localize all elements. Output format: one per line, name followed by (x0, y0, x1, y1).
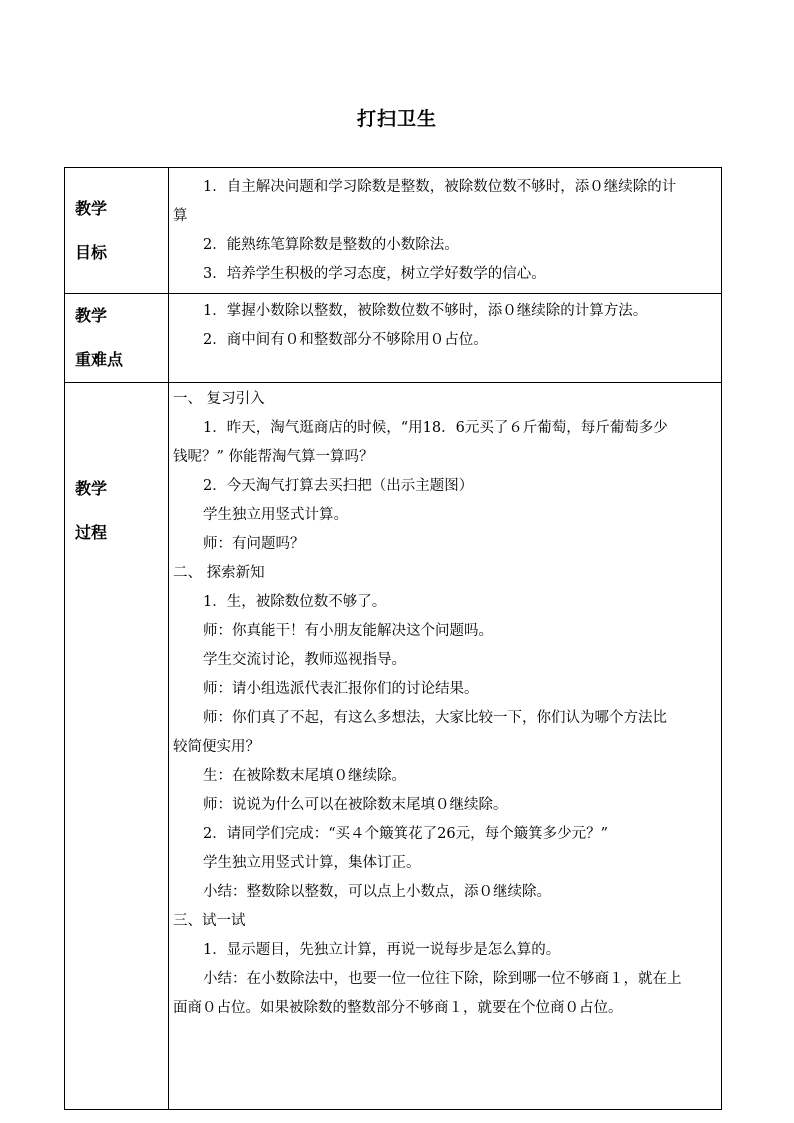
objectives-line-4: 3．培养学生积极的学习态度，树立学好数学的信心。 (203, 266, 546, 282)
objectives-line-3: 2．能熟练笔算除数是整数的小数除法。 (203, 237, 459, 253)
objectives-label-line-2: 目标 (75, 242, 108, 262)
process-line: 师：有问题吗？ (203, 536, 305, 552)
process-row (65, 383, 722, 1110)
process-label-cell (65, 383, 169, 1110)
section-heading-review: 一、 复习引入 (173, 391, 265, 407)
process-line: 1．昨天，淘气逛商店的时候，“用18．6元买了６斤葡萄，每斤葡萄多少 (203, 420, 668, 436)
process-line: 小结：整数除以整数，可以点上小数点，添０继续除。 (203, 884, 551, 900)
document-title: 打扫卫生 (356, 108, 437, 130)
process-line: 较简便实用？ (173, 739, 260, 755)
key-points-row (65, 294, 722, 383)
process-content-cell (169, 383, 722, 1110)
process-line: 学生独立用竖式计算。 (203, 507, 348, 523)
objectives-label-line-1: 教学 (75, 198, 108, 218)
process-line: 钱呢？” 你能帮淘气算一算吗？ (173, 449, 374, 465)
objectives-content-cell (169, 168, 722, 294)
process-line: 2．请同学们完成：“买４个簸箕花了26元，每个簸箕多少元？” (203, 826, 608, 842)
objectives-line-1: 1．自主解决问题和学习除数是整数，被除数位数不够时，添０继续除的计 (203, 179, 677, 195)
lesson-plan-table (64, 167, 722, 1110)
process-line: 师：你真能干！有小朋友能解决这个问题吗。 (203, 623, 493, 639)
process-line: 师：说说为什么可以在被除数末尾填０继续除。 (203, 797, 508, 813)
process-line: 面商０占位。如果被除数的整数部分不够商１，就要在个位商０占位。 (173, 1000, 623, 1016)
process-label-line-2: 过程 (75, 523, 108, 542)
process-line: 师：你们真了不起，有这么多想法，大家比较一下，你们认为哪个方法比 (203, 710, 667, 726)
key-points-label-line-1: 教学 (75, 306, 108, 325)
process-line: 小结：在小数除法中，也要一位一位往下除，除到哪一位不够商１，就在上 (203, 971, 682, 987)
key-points-line-2: 2．商中间有０和整数部分不够除用０占位。 (203, 332, 488, 348)
key-points-label-line-2: 重难点 (75, 350, 124, 369)
objectives-row (65, 168, 722, 294)
key-points-label-cell (65, 294, 169, 383)
objectives-label-cell (65, 168, 169, 294)
process-line: 师：请小组选派代表汇报你们的讨论结果。 (203, 681, 479, 697)
process-line: 2．今天淘气打算去买扫把（出示主题图） (203, 478, 474, 494)
objectives-line-2: 算 (173, 208, 188, 224)
section-heading-try: 三、试一试 (173, 913, 246, 929)
process-line: 学生独立用竖式计算，集体订正。 (203, 855, 421, 871)
key-points-content-cell (169, 294, 722, 383)
section-heading-explore: 二、 探索新知 (173, 565, 265, 581)
process-line: 1．生，被除数位数不够了。 (203, 594, 387, 610)
process-line: 1．显示题目，先独立计算，再说一说每步是怎么算的。 (203, 942, 561, 958)
process-line: 生：在被除数末尾填０继续除。 (203, 768, 406, 784)
process-line: 学生交流讨论，教师巡视指导。 (203, 652, 406, 668)
process-label-line-1: 教学 (75, 479, 108, 498)
key-points-line-1: 1．掌握小数除以整数，被除数位数不够时，添０继续除的计算方法。 (203, 303, 648, 319)
